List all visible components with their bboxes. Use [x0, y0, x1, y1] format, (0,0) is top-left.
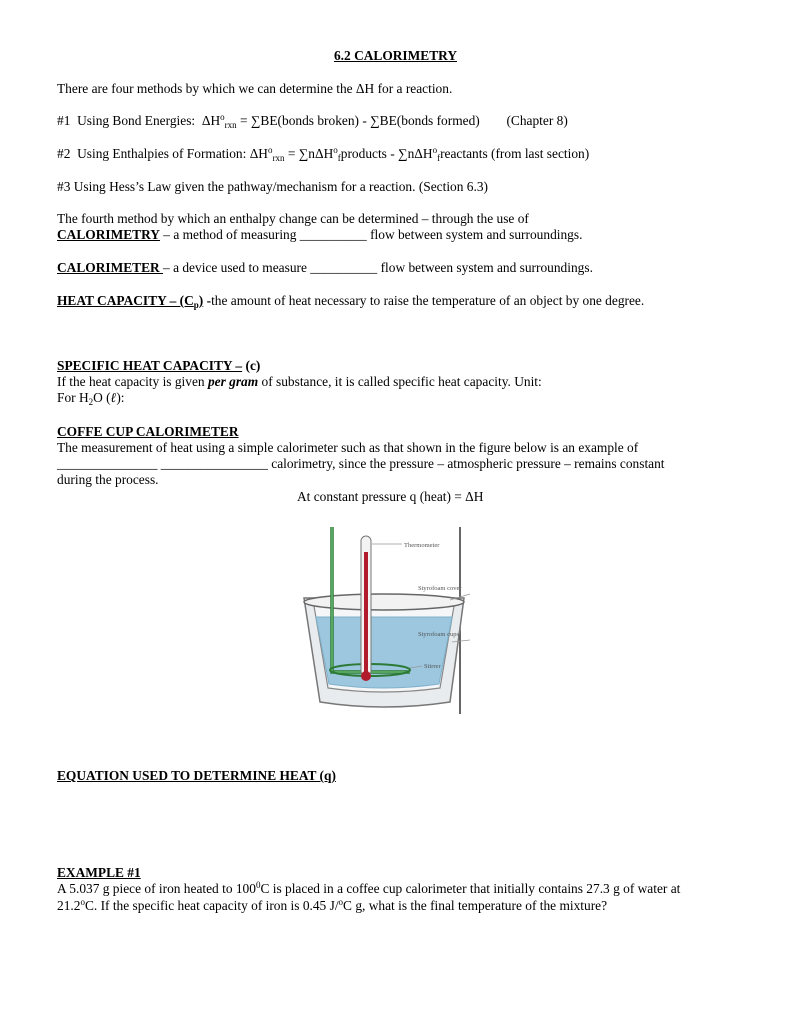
cups-label: Styrofoam cups: [418, 631, 459, 638]
specific-heat-symbol: (c): [242, 358, 261, 373]
constant-pressure-equation: At constant pressure q (heat) = ΔH: [297, 489, 484, 504]
specific-heat-line1-c: of substance, it is called specific heat capacity. Unit:: [258, 374, 542, 389]
example-line2: [57, 898, 607, 914]
method-2-sub: rxn: [272, 153, 285, 163]
method-2-sup: o: [267, 145, 273, 155]
fourth-method-line1: The fourth method by which an enthalpy change can be determined – through the use of: [57, 211, 529, 226]
calorimeter-term: CALORIMETER: [57, 260, 164, 275]
coffee-cup-line3: during the process.: [57, 472, 159, 487]
specific-heat-line1-a: If the heat capacity is given: [57, 374, 208, 389]
per-gram-emphasis: per gram: [207, 374, 259, 389]
specific-heat-heading: [57, 358, 260, 374]
method-2-eq: = ∑nΔH: [287, 146, 334, 161]
heat-capacity-sub: p: [193, 300, 199, 310]
thermometer-bulb: [361, 671, 371, 681]
method-1-number: #1: [57, 113, 71, 128]
method-2-label: Using Enthalpies of Formation:: [77, 146, 247, 161]
water-h: For H: [57, 390, 89, 405]
specific-heat-title: SPECIFIC HEAT CAPACITY –: [57, 358, 243, 373]
heat-capacity-def: the amount of heat necessary to raise the temperature of an object by one degree.: [211, 293, 645, 308]
cover-label: Styrofoam cover: [418, 585, 462, 592]
example-heading: EXAMPLE #1: [57, 865, 141, 880]
method-3: #3 Using Hess’s Law given the pathway/mechanism for a reaction. (Section 6.3): [57, 179, 488, 194]
thermometer-label: Thermometer: [404, 542, 440, 549]
calorimetry-definition: [57, 227, 582, 243]
method-2-dh: ΔH: [249, 146, 268, 161]
method-1-formula: = ∑BE(bonds broken) - ∑BE(bonds formed): [239, 113, 480, 128]
method-1-sub: rxn: [224, 120, 237, 130]
calorimetry-term: CALORIMETRY: [57, 227, 160, 242]
method-2-sup3: o: [432, 145, 438, 155]
water: [316, 617, 452, 688]
equation-heading: EQUATION USED TO DETERMINE HEAT (q): [57, 768, 336, 783]
specific-heat-line2: [57, 390, 125, 406]
example-l2-a: 21.2: [57, 898, 81, 913]
page-title: 6.2 CALORIMETRY: [333, 48, 458, 63]
calorimeter-definition: [57, 260, 593, 276]
method-2-products: products - ∑nΔH: [340, 146, 433, 161]
method-2-sub3: f: [437, 153, 441, 163]
liquid-symbol: ℓ: [110, 390, 117, 405]
example-l2-c: C g, what is the final temperature of the mixture?: [343, 898, 608, 913]
method-1-dh: ΔH: [201, 113, 221, 128]
specific-heat-line1: [57, 374, 542, 390]
styrofoam-cover: [304, 594, 464, 610]
heat-capacity-dash: -: [203, 293, 212, 308]
method-1: [57, 113, 568, 129]
example-l1-b: C is placed in a coffee cup calorimeter that initially contains 27.3 g of water at: [260, 881, 681, 896]
coffee-cup-line1: The measurement of heat using a simple calorimeter such as that shown in the figure below is an example of: [57, 440, 639, 455]
example-l2-b: C. If the specific heat capacity of iron is 0.45 J/: [84, 898, 339, 913]
example-line1: [57, 881, 680, 897]
coffee-cup-heading: COFFE CUP CALORIMETER: [57, 424, 239, 439]
water-close: ):: [116, 390, 125, 405]
example-l2-sup: o: [80, 897, 85, 907]
coffee-cup-line2: _______________ ________________ calorimetry, since the pressure – atmospheric pressure – remains constant: [57, 456, 665, 471]
heat-capacity-term-text: HEAT CAPACITY – (C: [57, 293, 194, 308]
example-l1-sup: 0: [255, 880, 261, 890]
thermometer-fluid: [364, 552, 368, 674]
method-1-sup: o: [220, 112, 225, 122]
stirrer-label: Stirrer: [424, 663, 441, 670]
method-1-chapter: (Chapter 8): [506, 113, 568, 128]
method-2-sup2: o: [333, 145, 338, 155]
heat-capacity-term: [57, 293, 203, 308]
water-o: O (: [93, 390, 111, 405]
method-2-number: #2: [57, 146, 71, 161]
intro-text: There are four methods by which we can determine the ΔH for a reaction.: [57, 81, 453, 96]
method-1-label: Using Bond Energies:: [77, 113, 196, 128]
water-sub: 2: [88, 397, 94, 407]
example-l2-sup2: o: [338, 897, 344, 907]
coffee-cup-calorimeter-figure: [290, 522, 480, 724]
method-2-reactants: reactants (from last section): [440, 146, 590, 161]
calorimetry-def: – a method of measuring __________ flow between system and surroundings.: [159, 227, 583, 242]
heat-capacity-close: ): [198, 293, 204, 308]
heat-capacity-definition: [57, 293, 644, 309]
example-l1-a: A 5.037 g piece of iron heated to 100: [57, 881, 256, 896]
method-2-sub2: f: [337, 153, 341, 163]
calorimeter-def: – a device used to measure __________ flow between system and surroundings.: [163, 260, 593, 275]
method-2: [57, 146, 589, 162]
